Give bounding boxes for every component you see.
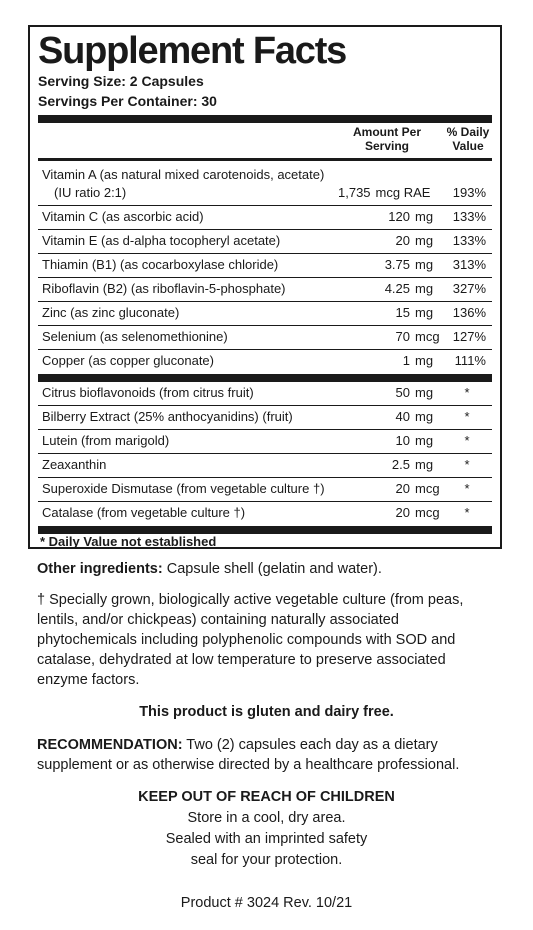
ingredient-name: Superoxide Dismutase (from vegetable culture †): [42, 481, 325, 496]
storage-line-3: seal for your protection.: [190, 852, 343, 868]
amount-value: 20: [395, 505, 410, 520]
amount-unit: mg: [415, 409, 434, 424]
warning-text: KEEP OUT OF REACH OF CHILDREN: [138, 789, 395, 805]
amount-unit: mg: [415, 433, 434, 448]
ingredient-name: Zeaxanthin: [42, 457, 107, 472]
row-divider: [38, 325, 492, 326]
amount-unit: mg: [415, 281, 434, 296]
amount-unit: mcg: [415, 505, 440, 520]
supplement-facts-panel: [28, 25, 502, 549]
thick-divider-top: [38, 115, 492, 123]
amount-unit: mcg RAE: [375, 185, 431, 200]
amount-per-serving: [350, 457, 455, 472]
amount-per-serving: [350, 385, 455, 400]
ingredient-name: Catalase (from vegetable culture †): [42, 505, 246, 520]
daily-value: 111%: [454, 353, 486, 368]
row-divider: [38, 429, 492, 430]
row-divider: [38, 405, 492, 406]
daily-value: *: [464, 433, 470, 448]
amount-column-header: Amount Per Serving: [352, 125, 421, 153]
row-divider: [38, 253, 492, 254]
amount-unit: mg: [415, 457, 434, 472]
thick-divider-middle: [38, 374, 492, 382]
storage-line-2: Sealed with an imprinted safety: [165, 831, 368, 847]
amount-unit: mg: [415, 305, 434, 320]
amount-value: 20: [395, 481, 410, 496]
ingredient-name: Vitamin A (as natural mixed carotenoids, acetate): [42, 167, 325, 182]
ingredient-name: Riboflavin (B2) (as riboflavin-5-phosphate): [42, 281, 286, 296]
daily-value: 193%: [452, 185, 486, 200]
other-ingredients: [37, 559, 497, 579]
amount-per-serving: [350, 233, 455, 248]
daily-value: 133%: [452, 209, 486, 224]
daily-value: *: [464, 409, 470, 424]
other-ingredients-text: Capsule shell (gelatin and water).: [162, 561, 382, 577]
amount-value: 4.25: [384, 281, 410, 296]
amount-value: 3.75: [384, 257, 410, 272]
amount-per-serving: [350, 329, 455, 344]
header-divider: [38, 158, 492, 161]
amount-per-serving: [350, 209, 455, 224]
amount-value: 40: [395, 409, 410, 424]
servings-per-container: Servings Per Container: 30: [38, 93, 217, 109]
amount-unit: mcg: [415, 481, 440, 496]
ingredient-name: Vitamin E (as d-alpha tocopheryl acetate): [42, 233, 281, 248]
ingredient-name: Vitamin C (as ascorbic acid): [42, 209, 204, 224]
daily-value: *: [464, 481, 470, 496]
amount-per-serving: [350, 409, 455, 424]
daily-value: 127%: [452, 329, 486, 344]
daily-value-column-header: % Daily Value: [446, 125, 490, 153]
ingredient-name-line-2: (IU ratio 2:1): [54, 185, 127, 200]
ingredient-name: Lutein (from marigold): [42, 433, 170, 448]
ingredient-name: Selenium (as selenomethionine): [42, 329, 228, 344]
daily-value: 327%: [452, 281, 486, 296]
amount-per-serving: [350, 281, 455, 296]
amount-value: 10: [395, 433, 410, 448]
amount-value: 1: [402, 353, 410, 368]
row-divider: [38, 301, 492, 302]
amount-per-serving: [350, 353, 455, 368]
amount-value: 15: [395, 305, 410, 320]
ingredient-name: Citrus bioflavonoids (from citrus fruit): [42, 385, 254, 400]
table-row: [38, 167, 492, 209]
dagger-note: † Specially grown, biologically active vegetable culture (from peas, lentils, and/or chickpeas) containing naturally associated phytochemicals including polyphenolic compounds with SOD and catalase, dehydrated at low temperature to preserve associated enzyme factors.: [37, 592, 464, 688]
other-ingredients-label: Other ingredients:: [37, 561, 163, 577]
amount-unit: mg: [415, 385, 434, 400]
amount-unit: mg: [415, 257, 434, 272]
thick-divider-bottom: [38, 526, 492, 534]
amount-unit: mg: [415, 353, 434, 368]
amount-value: 70: [395, 329, 410, 344]
row-divider: [38, 501, 492, 502]
ingredient-name: Thiamin (B1) (as cocarboxylase chloride): [42, 257, 279, 272]
recommendation-label: RECOMMENDATION:: [37, 737, 183, 753]
amount-unit: mg: [415, 233, 434, 248]
daily-value: *: [464, 505, 470, 520]
panel-title: Supplement Facts: [38, 30, 347, 72]
serving-size: Serving Size: 2 Capsules: [38, 73, 204, 89]
amount-value: 50: [395, 385, 410, 400]
amount-per-serving: [350, 305, 455, 320]
amount-per-serving: [350, 481, 455, 496]
daily-value: 136%: [452, 305, 486, 320]
storage-line-1: Store in a cool, dry area.: [187, 810, 346, 826]
recommendation-text: Two (2) capsules each day as a dietary supplement or as otherwise directed by a healthcare professional.: [37, 737, 460, 773]
row-divider: [38, 277, 492, 278]
amount-per-serving: [350, 505, 455, 520]
amount-per-serving: [350, 257, 455, 272]
row-divider: [38, 229, 492, 230]
amount-value: 1,735: [338, 185, 371, 200]
row-divider: [38, 453, 492, 454]
amount-unit: mg: [415, 209, 434, 224]
amount-unit: mcg: [415, 329, 440, 344]
daily-value: *: [464, 385, 470, 400]
recommendation: [37, 735, 497, 775]
amount-value: 120: [388, 209, 410, 224]
daily-value: 313%: [452, 257, 486, 272]
amount-value: 20: [395, 233, 410, 248]
row-divider: [38, 477, 492, 478]
daily-value-footnote: * Daily Value not established: [40, 534, 217, 549]
amount-per-serving: [350, 433, 455, 448]
row-divider: [38, 205, 492, 206]
daily-value: *: [464, 457, 470, 472]
amount-value: 2.5: [391, 457, 410, 472]
ingredient-name: Copper (as copper gluconate): [42, 353, 214, 368]
product-number: Product # 3024 Rev. 10/21: [180, 895, 353, 911]
ingredient-name: Zinc (as zinc gluconate): [42, 305, 180, 320]
daily-value: 133%: [452, 233, 486, 248]
ingredient-name: Bilberry Extract (25% anthocyanidins) (fruit): [42, 409, 293, 424]
gluten-statement: This product is gluten and dairy free.: [139, 704, 394, 720]
row-divider: [38, 349, 492, 350]
